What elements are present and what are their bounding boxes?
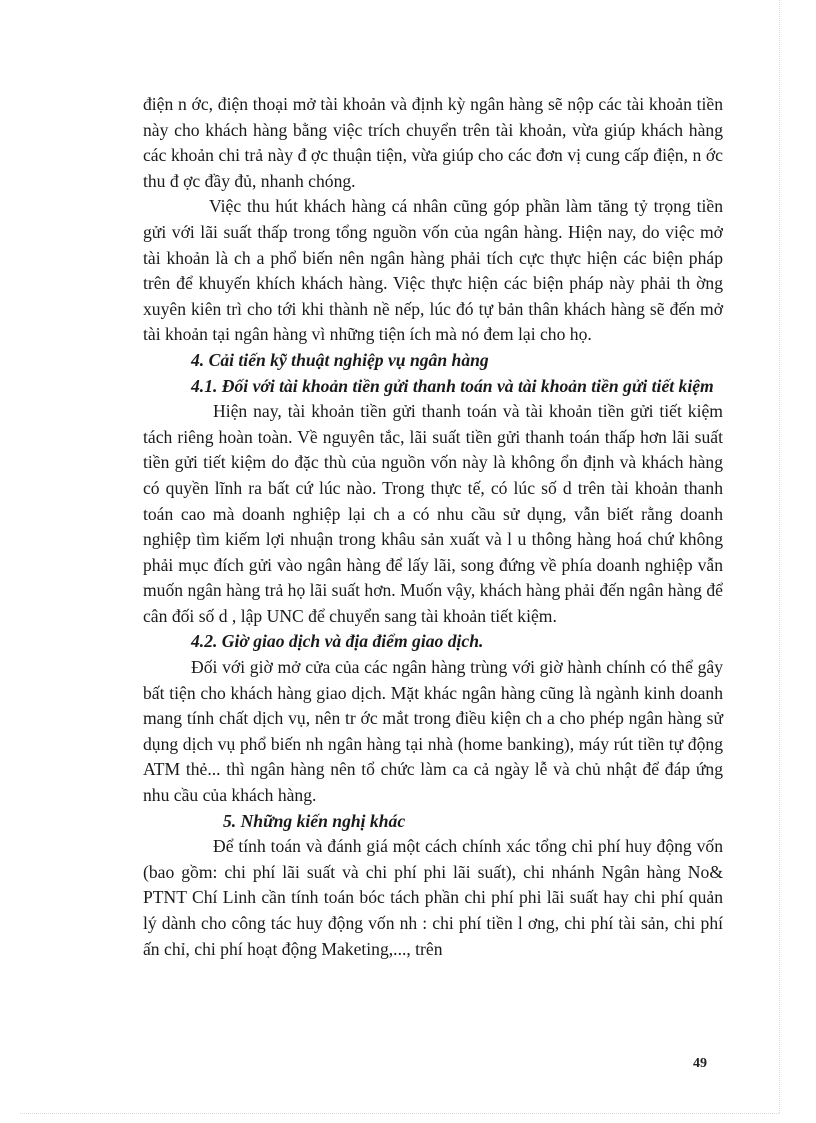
section-heading-4-2: 4.2. Giờ giao dịch và địa điểm giao dịch. [191, 631, 484, 652]
page-border-right [779, 0, 780, 1113]
page-number: 49 [693, 1056, 707, 1071]
paragraph: Để tính toán và đánh giá một cách chính xác tổng chi phí huy động vốn (bao gồm: chi phí lãi suất và chi phí phi lãi suất), chi nhánh Ngân hàng No& PTNT Chí Linh cần tính toán bóc tách phần chi phí phi lãi suất hay chi phí quản lý dành cho công tác huy động vốn nh : chi phí tiền l ơng, chi phí tài sản, chi phí ấn chỉ, chi phí hoạt động Maketing,..., trên [143, 836, 723, 959]
paragraph: điện n ớc, điện thoại mở tài khoản và định kỳ ngân hàng sẽ nộp các tài khoản tiền này cho khách hàng bằng việc trích chuyển trên tài khoản, vừa giúp khách hàng các khoản chi trả này đ ợc thuận tiện, vừa giúp cho các đơn vị cung cấp điện, n ớc thu đ ợc đầy đủ, nhanh chóng. [143, 94, 723, 191]
section-heading-4-1: 4.1. Đối với tài khoản tiền gửi thanh toán và tài khoản tiền gửi tiết kiệm [191, 375, 714, 396]
paragraph: Việc thu hút khách hàng cá nhân cũng góp phần làm tăng tỷ trọng tiền gửi với lãi suất thấp trong tổng nguồn vốn của ngân hàng. Hiện nay, do việc mở tài khoản là ch a phổ biến nên ngân hàng phải tích cực thực hiện các biện pháp trên để khuyến khích khách hàng. Việc thực hiện các biện pháp này phải th ờng xuyên kiên trì cho tới khi thành nề nếp, lúc đó tự bản thân khách hàng sẽ đến mở tài khoản tại ngân hàng vì những tiện ích mà nó đem lại cho họ. [143, 196, 723, 345]
section-heading-4: 4. Cải tiến kỹ thuật nghiệp vụ ngân hàng [191, 349, 489, 370]
paragraph: Hiện nay, tài khoản tiền gửi thanh toán và tài khoản tiền gửi tiết kiệm tách riêng hoàn toàn. Về nguyên tắc, lãi suất tiền gửi thanh toán thấp hơn lãi suất tiền gửi tiết kiệm do đặc thù của nguồn vốn này là không ổn định và khách hàng có quyền lĩnh ra bất cứ lúc nào. Trong thực tế, có lúc số d trên tài khoản thanh toán cao mà doanh nghiệp lại ch a có nhu cầu sử dụng, vẫn biết rằng doanh nghiệp tìm kiếm lợi nhuận trong khâu sản xuất và l u thông hàng hoá chứ không phải mục đích gửi vào ngân hàng để lấy lãi, song đứng về phía doanh nghiệp vẫn muốn ngân hàng trả họ lãi suất hơn. Muốn vậy, khách hàng phải đến ngân hàng để cân đối số d , lập UNC để chuyển sang tài khoản tiết kiệm. [143, 401, 723, 626]
page-border-bottom [20, 1113, 779, 1114]
body-text [143, 92, 723, 962]
section-heading-5: 5. Những kiến nghị khác [223, 810, 406, 831]
paragraph: Đối với giờ mở cửa của các ngân hàng trùng với giờ hành chính có thể gây bất tiện cho khách hàng giao dịch. Mặt khác ngân hàng cũng là ngành kinh doanh mang tính chất dịch vụ, nên tr ớc mắt trong điều kiện ch a cho phép ngân hàng sử dụng dịch vụ phổ biến nh ngân hàng tại nhà (home banking), máy rút tiền tự động ATM thẻ... thì ngân hàng nên tổ chức làm ca cả ngày lễ và chủ nhật để đáp ứng nhu cầu của khách hàng. [143, 657, 723, 806]
